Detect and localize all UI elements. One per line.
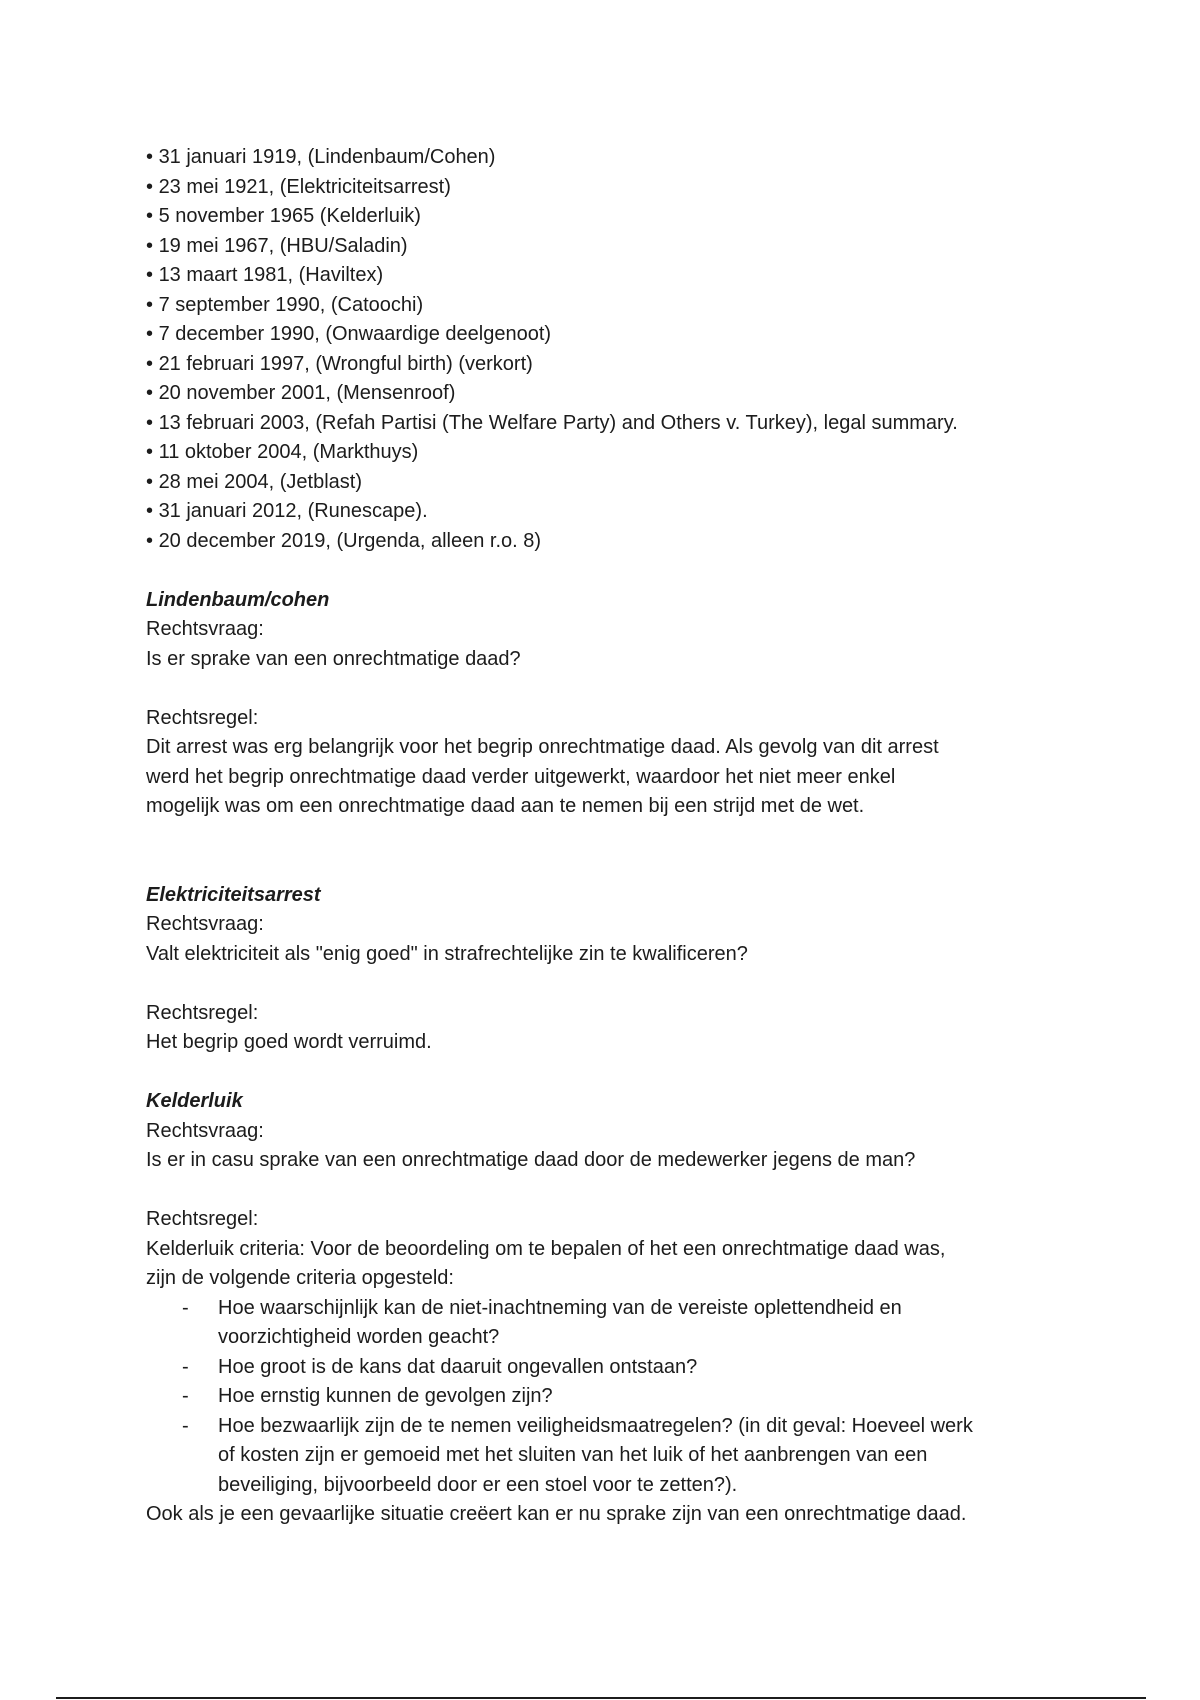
case-list-text: 13 februari 2003, (Refah Partisi (The Welfare Party) and Others v. Turkey), legal summary. (158, 411, 958, 434)
case-list-item (146, 497, 1086, 527)
rule-label: Rechtsregel: (146, 706, 259, 729)
bullet-icon: • (146, 529, 159, 552)
question-text: Is er sprake van een onrechtmatige daad? (146, 647, 521, 670)
criteria-line: - Hoe ernstig kunnen de gevolgen zijn? (218, 1385, 553, 1407)
case-list-item (146, 409, 1086, 439)
case-list-item (146, 291, 1086, 321)
section-title: Elektriciteitsarrest (146, 883, 321, 906)
section-title: Kelderluik (146, 1090, 243, 1112)
case-list-text: 19 mei 1967, (HBU/Saladin) (158, 234, 408, 257)
rule-intro-line: Kelderluik criteria: Voor de beoordeling om te bepalen of het een onrechtmatige daad was, (146, 1237, 946, 1260)
case-list-item (146, 232, 1086, 262)
bullet-icon: • (146, 352, 159, 375)
bullet-icon: • (146, 323, 159, 345)
criteria-line: - Hoe waarschijnlijk kan de niet-inachtneming van de vereiste oplettendheid en (218, 1296, 902, 1319)
question-label: Rechtsvraag: (146, 913, 264, 935)
bullet-icon: • (146, 500, 159, 522)
rule-text-line: mogelijk was om een onrechtmatige daad aan te nemen bij een strijd met de wet. (146, 795, 865, 817)
bullet-icon: • (146, 441, 159, 463)
case-list-item (146, 320, 1086, 350)
criteria-item (146, 1353, 1086, 1383)
question-text: Valt elektriciteit als "enig goed" in strafrechtelijke zin te kwalificeren? (146, 942, 748, 965)
criteria-item (146, 1412, 1086, 1501)
criteria-line: - Hoe bezwaarlijk zijn de te nemen veiligheidsmaatregelen? (in dit geval: Hoeveel werk (218, 1414, 973, 1437)
criteria-item (146, 1294, 1086, 1353)
case-list-item (146, 350, 1086, 380)
case-list-text: 23 mei 1921, (Elektriciteitsarrest) (158, 175, 451, 198)
rule-text-line: Dit arrest was erg belangrijk voor het begrip onrechtmatige daad. Als gevolg van dit arrest (146, 736, 939, 758)
rule-label: Rechtsregel: (146, 1001, 259, 1024)
rule-text-line: werd het begrip onrechtmatige daad verder uitgewerkt, waardoor het niet meer enkel (146, 765, 896, 788)
bullet-icon: • (146, 411, 159, 434)
case-list-text: 21 februari 1997, (Wrongful birth) (verkort) (158, 352, 533, 375)
bullet-icon: • (146, 146, 159, 168)
case-list (146, 143, 1086, 556)
section-lindenbaum (146, 586, 1086, 822)
bullet-icon: • (146, 470, 159, 493)
case-list-text: 31 januari 2012, (Runescape). (158, 500, 428, 522)
criteria-line: voorzichtigheid worden geacht? (218, 1326, 500, 1348)
case-list-text: 20 december 2019, (Urgenda, alleen r.o. 8) (158, 529, 542, 552)
section-kelderluik (146, 1087, 1086, 1530)
case-list-item (146, 527, 1086, 557)
bullet-icon: • (146, 264, 159, 286)
rule-label: Rechtsregel: (146, 1208, 259, 1230)
document-page (146, 143, 1086, 1530)
rule-text: Het begrip goed wordt verruimd. (146, 1031, 432, 1053)
question-text: Is er in casu sprake van een onrechtmatige daad door de medewerker jegens de man? (146, 1149, 916, 1171)
rule-intro-line: zijn de volgende criteria opgesteld: (146, 1267, 454, 1289)
criteria-line: beveiliging, bijvoorbeeld door er een stoel voor te zetten?). (218, 1473, 738, 1496)
bullet-icon: • (146, 205, 159, 227)
case-list-item (146, 261, 1086, 291)
bullet-icon: • (146, 175, 159, 198)
criteria-item (146, 1382, 1086, 1412)
case-list-item (146, 438, 1086, 468)
page-bottom-rule (56, 1697, 1146, 1699)
case-list-text: 7 september 1990, (Catoochi) (158, 293, 424, 316)
case-list-text: 13 maart 1981, (Haviltex) (158, 264, 384, 286)
question-label: Rechtsvraag: (146, 618, 264, 640)
bullet-icon: • (146, 293, 159, 316)
criteria-list (146, 1294, 1086, 1501)
question-label: Rechtsvraag: (146, 1119, 264, 1142)
section-elektriciteitsarrest (146, 881, 1086, 1058)
case-list-text: 7 december 1990, (Onwaardige deelgenoot) (158, 323, 552, 345)
case-list-text: 31 januari 1919, (Lindenbaum/Cohen) (158, 146, 496, 168)
case-list-item (146, 468, 1086, 498)
case-list-item (146, 173, 1086, 203)
case-list-text: 11 oktober 2004, (Markthuys) (158, 441, 419, 463)
bullet-icon: • (146, 234, 159, 257)
case-list-item (146, 202, 1086, 232)
bullet-icon: • (146, 382, 159, 404)
case-list-item (146, 379, 1086, 409)
case-list-text: 28 mei 2004, (Jetblast) (158, 470, 362, 493)
criteria-line: of kosten zijn er gemoeid met het sluiten van het luik of het aanbrengen van een (218, 1444, 928, 1466)
criteria-line: - Hoe groot is de kans dat daaruit ongevallen ontstaan? (218, 1355, 698, 1378)
section-title: Lindenbaum/cohen (146, 588, 330, 611)
conclusion-text: Ook als je een gevaarlijke situatie creëert kan er nu sprake zijn van een onrechtmatige daad. (146, 1503, 967, 1525)
case-list-item (146, 143, 1086, 173)
case-list-text: 20 november 2001, (Mensenroof) (158, 382, 456, 404)
case-list-text: 5 november 1965 (Kelderluik) (158, 205, 421, 227)
